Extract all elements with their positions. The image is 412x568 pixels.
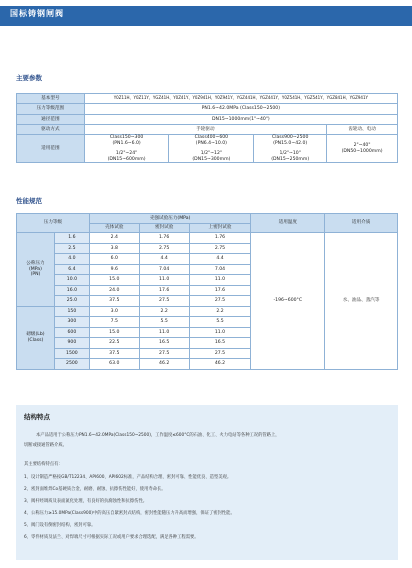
nominal-cell: 4.0 xyxy=(54,254,89,265)
nominal-cell: 2500 xyxy=(54,359,89,370)
shell-cell: 3.8 xyxy=(89,243,139,254)
nominal-cell: 600 xyxy=(54,327,89,338)
seal-cell: 46.2 xyxy=(139,359,189,370)
params-label: 通径范围 xyxy=(17,114,85,124)
performance-table xyxy=(16,213,398,370)
shell-cell: 22.5 xyxy=(89,338,139,349)
seal-cell: 17.6 xyxy=(139,285,189,296)
params-value: Class900~2500 (PN15.0~42.0) 1/2"~10" (DN15~250mm) xyxy=(254,135,327,163)
header-upper-seal-test: 上密封试验 xyxy=(189,223,251,233)
params-label: 基本型号 xyxy=(17,94,85,104)
page-title: 国标铸钢闸阀 xyxy=(10,9,64,18)
nominal-cell: 25.0 xyxy=(54,296,89,307)
features-item: 1、设计制造严格按GB/T12234、API600、API602标准，产品结构合理、密封可靠、性能优良、造型美观。 xyxy=(24,475,232,480)
shell-cell: 37.5 xyxy=(89,348,139,359)
params-value: Class150~300 (PN1.6~6.0) 1/2"~24" (DN15~600mm) xyxy=(84,135,169,163)
params-value: 手轮驱动 xyxy=(84,124,326,134)
upper-seal-cell: 16.5 xyxy=(189,338,251,349)
nominal-cell: 10.0 xyxy=(54,275,89,286)
section-title-performance: 性能规范 xyxy=(16,197,42,205)
upper-seal-cell: 2.2 xyxy=(189,306,251,317)
seal-cell: 11.0 xyxy=(139,275,189,286)
shell-cell: 15.0 xyxy=(89,275,139,286)
features-panel xyxy=(16,405,398,560)
nominal-cell: 6.4 xyxy=(54,264,89,275)
temperature-value: -196~600°C xyxy=(251,233,325,370)
header-medium: 适用介质 xyxy=(325,214,398,233)
nominal-cell: 1500 xyxy=(54,348,89,359)
shell-cell: 9.6 xyxy=(89,264,139,275)
seal-cell: 7.04 xyxy=(139,264,189,275)
seal-cell: 16.5 xyxy=(139,338,189,349)
params-label: 适用范围 xyxy=(17,135,85,163)
shell-cell: 15.0 xyxy=(89,327,139,338)
header-seal-test: 密封试验 xyxy=(139,223,189,233)
features-item: 2、密封面堆焊Co基硬质合金，耐磨、耐蚀、抗擦伤性能好，使用寿命长。 xyxy=(24,487,166,492)
seal-cell: 11.0 xyxy=(139,327,189,338)
header-shell-test: 壳体试验 xyxy=(89,223,139,233)
shell-cell: 63.0 xyxy=(89,359,139,370)
features-intro-line-2: 切断或接通管路介质。 xyxy=(24,443,67,448)
upper-seal-cell: 11.0 xyxy=(189,275,251,286)
seal-cell: 2.75 xyxy=(139,243,189,254)
upper-seal-cell: 4.4 xyxy=(189,254,251,265)
nominal-cell: 2.5 xyxy=(54,243,89,254)
shell-cell: 3.0 xyxy=(89,306,139,317)
params-value: 2"~40" (DN50~1000mm) xyxy=(327,135,398,163)
main-params-table xyxy=(16,93,398,163)
upper-seal-cell: 11.0 xyxy=(189,327,251,338)
shell-cell: 2.4 xyxy=(89,233,139,244)
params-row-pressure xyxy=(17,104,398,114)
params-value: PN1.6~42.0MPa (Class150~2500) xyxy=(84,104,397,114)
upper-seal-cell: 7.04 xyxy=(189,264,251,275)
features-list-title: 其主要结构特点有： xyxy=(24,462,63,467)
upper-seal-cell: 46.2 xyxy=(189,359,251,370)
nominal-cell: 1.6 xyxy=(54,233,89,244)
header-temperature: 适用温度 xyxy=(251,214,325,233)
features-item: 6、零件材质及法兰、对焊端尺寸可根据实际工况或用户要求合理选配，满足各种工程需要。 xyxy=(24,535,199,540)
params-row-diameter xyxy=(17,114,398,124)
upper-seal-cell: 27.5 xyxy=(189,348,251,359)
shell-cell: 24.0 xyxy=(89,285,139,296)
upper-seal-cell: 2.75 xyxy=(189,243,251,254)
upper-seal-cell: 5.5 xyxy=(189,317,251,328)
features-intro-line-1: 本产品适用于公称压力PN1.6~42.0MPa(Class150~2500)，工作温度≤600°C的石油、化工、火力电站等各种工况的管路上， xyxy=(36,433,280,438)
shell-cell: 37.5 xyxy=(89,296,139,307)
features-item: 5、阀门设有倒密封结构，密封可靠。 xyxy=(24,523,96,528)
header-test-pressure: 壳强试验压力(MPa) xyxy=(89,214,251,224)
seal-cell: 4.4 xyxy=(139,254,189,265)
params-row-range xyxy=(17,135,398,163)
group-label-pn: 公称压力 (MPa) (PN) xyxy=(17,233,55,307)
params-value: 齿轮动、电动 xyxy=(327,124,398,134)
nominal-cell: 150 xyxy=(54,306,89,317)
seal-cell: 1.76 xyxy=(139,233,189,244)
seal-cell: 27.5 xyxy=(139,348,189,359)
params-label: 驱动方式 xyxy=(17,124,85,134)
seal-cell: 2.2 xyxy=(139,306,189,317)
params-value: Y0Z11H、Y0Z11Y、YGZ41H、Y0Z41Y、Y0Z941H、Y0Z941Y、YGZ441H、YGZ441Y、Y0Z541H、YGZ541Y、YGZ841H、YGZ941Y xyxy=(84,94,397,104)
group-label-class: 磅级(Lb) (Class) xyxy=(17,306,55,369)
params-row-model xyxy=(17,94,398,104)
upper-seal-cell: 27.5 xyxy=(189,296,251,307)
nominal-cell: 900 xyxy=(54,338,89,349)
section-title-main-params: 主要参数 xyxy=(16,74,42,82)
upper-seal-cell: 17.6 xyxy=(189,285,251,296)
seal-cell: 27.5 xyxy=(139,296,189,307)
medium-value: 水、油品、蒸汽等 xyxy=(325,233,398,370)
nominal-cell: 16.0 xyxy=(54,285,89,296)
header-band xyxy=(0,6,412,26)
features-item: 4、公称压力≥15.0MPa(Class900)中的高压自紧密封式结构，密封性能随压力升高而增强，保证了密封性能。 xyxy=(24,511,235,516)
features-title: 结构特点 xyxy=(24,413,50,421)
header-pressure-class: 压力等级 xyxy=(17,214,90,233)
shell-cell: 6.0 xyxy=(89,254,139,265)
table-row xyxy=(17,233,398,244)
shell-cell: 7.5 xyxy=(89,317,139,328)
params-value: Class400~600 (PN6.4~10.0) 1/2"~12" (DN15~300mm) xyxy=(169,135,254,163)
params-label: 压力等级范围 xyxy=(17,104,85,114)
seal-cell: 5.5 xyxy=(139,317,189,328)
params-value: DN15~1000mm(1"~40") xyxy=(84,114,397,124)
nominal-cell: 300 xyxy=(54,317,89,328)
params-row-drive xyxy=(17,124,398,134)
upper-seal-cell: 1.76 xyxy=(189,233,251,244)
features-item: 3、阀杆经调质及表面氮化处理，有良好的抗腐蚀性和抗擦伤性。 xyxy=(24,499,148,504)
